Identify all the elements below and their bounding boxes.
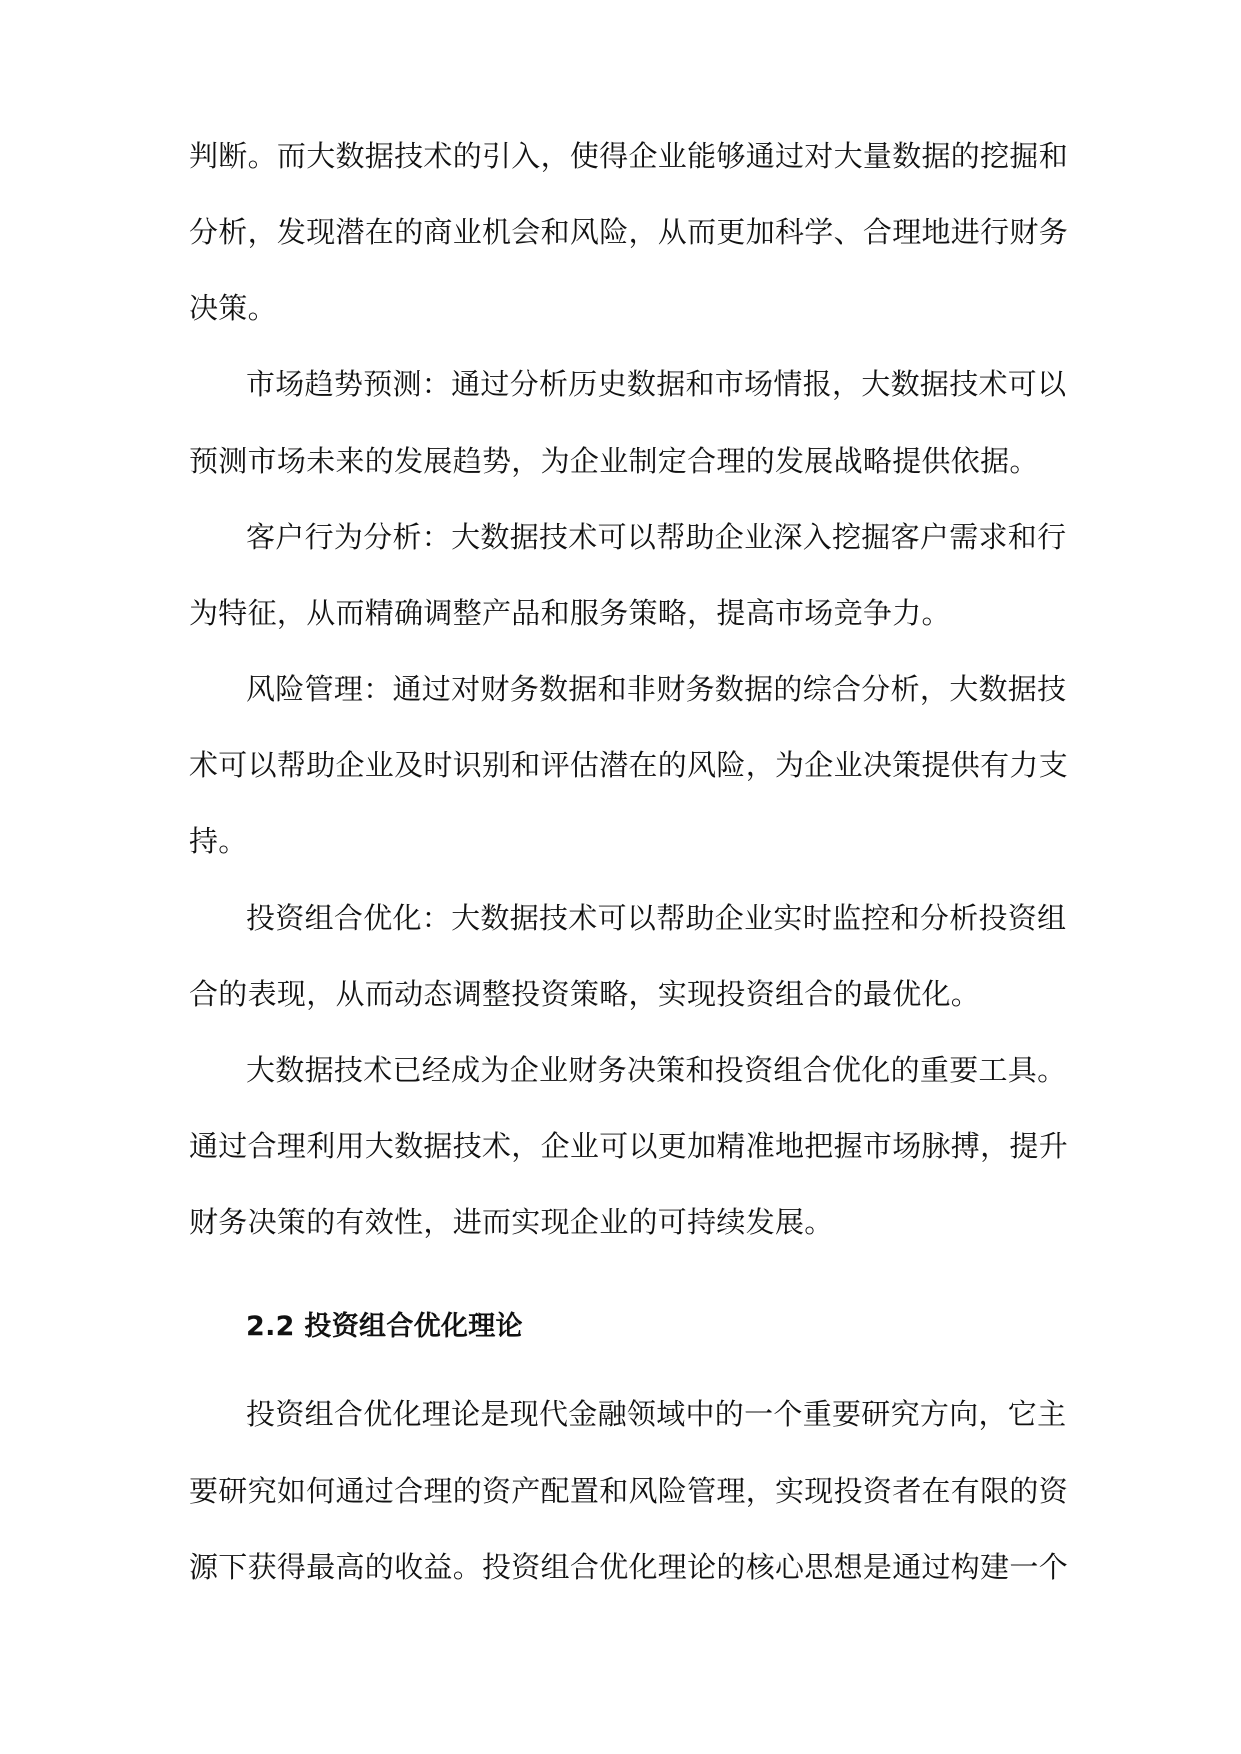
paragraph-line: 决策。 [189,291,277,325]
section-heading: 2.2 投资组合优化理论 [246,1311,523,1342]
paragraph-line: 通过合理利用大数据技术，企业可以更加精准地把握市场脉搏，提升 [189,1129,1069,1163]
paragraph-line: 合的表现，从而动态调整投资策略，实现投资组合的最优化。 [189,977,981,1011]
paragraph-line: 市场趋势预测：通过分析历史数据和市场情报，大数据技术可以 [246,367,1067,401]
paragraph-line: 源下获得最高的收益。投资组合优化理论的核心思想是通过构建一个 [189,1550,1069,1584]
paragraph-line: 持。 [189,824,248,858]
paragraph-line: 分析，发现潜在的商业机会和风险，从而更加科学、合理地进行财务 [189,215,1069,249]
paragraph-line: 财务决策的有效性，进而实现企业的可持续发展。 [189,1205,834,1239]
paragraph-line: 要研究如何通过合理的资产配置和风险管理，实现投资者在有限的资 [189,1474,1069,1508]
paragraph-line: 判断。而大数据技术的引入，使得企业能够通过对大量数据的挖掘和 [189,139,1069,173]
paragraph-line: 预测市场未来的发展趋势，为企业制定合理的发展战略提供依据。 [189,444,1039,478]
paragraph-line: 为特征，从而精确调整产品和服务策略，提高市场竞争力。 [189,596,951,630]
paragraph-line: 客户行为分析：大数据技术可以帮助企业深入挖掘客户需求和行 [246,520,1067,554]
paragraph-line: 术可以帮助企业及时识别和评估潜在的风险，为企业决策提供有力支 [189,748,1069,782]
paragraph-line: 投资组合优化理论是现代金融领域中的一个重要研究方向，它主 [246,1397,1067,1431]
paragraph-line: 风险管理：通过对财务数据和非财务数据的综合分析，大数据技 [246,672,1067,706]
paragraph-line: 投资组合优化：大数据技术可以帮助企业实时监控和分析投资组 [246,901,1067,935]
paragraph-line: 大数据技术已经成为企业财务决策和投资组合优化的重要工具。 [246,1053,1067,1087]
